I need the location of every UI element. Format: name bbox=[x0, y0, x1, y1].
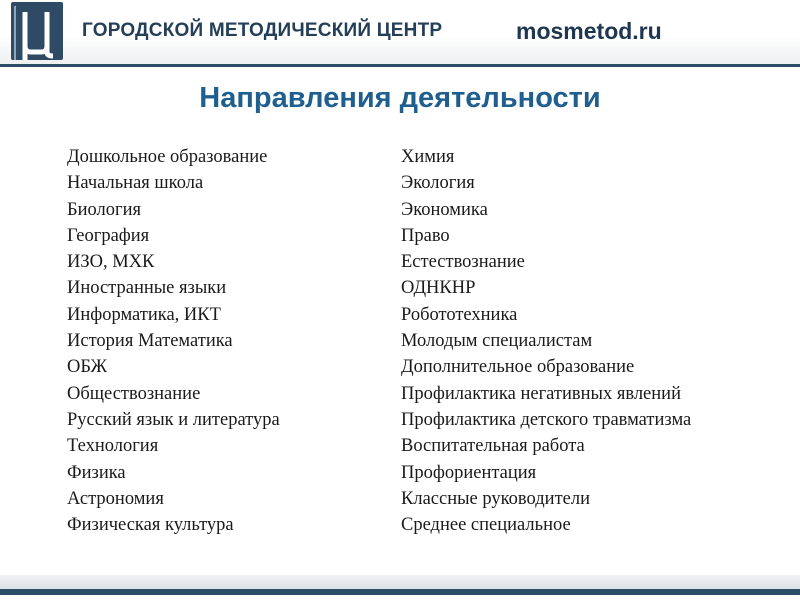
list-item: Профилактика детского травматизма bbox=[401, 409, 692, 430]
list-item: География bbox=[67, 225, 150, 246]
list-item: Право bbox=[401, 225, 450, 246]
list-item: Биология bbox=[67, 199, 142, 220]
list-item: Иностранные языки bbox=[67, 278, 227, 299]
footer-band bbox=[0, 575, 800, 589]
list-item: Экономика bbox=[401, 199, 488, 220]
list-item: Физическая культура bbox=[67, 515, 234, 536]
list-item: Среднее специальное bbox=[401, 515, 571, 536]
directions-list-left bbox=[67, 144, 280, 538]
header-divider bbox=[0, 64, 800, 67]
list-item: ОБЖ bbox=[67, 357, 108, 378]
list-item: История Математика bbox=[67, 331, 233, 352]
list-item: Классные руководители bbox=[401, 488, 590, 509]
list-item: ИЗО, МХК bbox=[67, 252, 155, 273]
list-item: Профилактика негативных явлений bbox=[401, 383, 681, 404]
list-item: Экология bbox=[401, 173, 475, 194]
list-item: Обществознание bbox=[67, 383, 201, 404]
list-item: Начальная школа bbox=[67, 173, 204, 194]
list-item: Дополнительное образование bbox=[401, 357, 635, 378]
logo[interactable] bbox=[11, 2, 63, 60]
list-item: Астрономия bbox=[67, 488, 164, 509]
list-item: Робототехника bbox=[401, 304, 518, 325]
footer-divider bbox=[0, 589, 800, 595]
list-item: Русский язык и литература bbox=[67, 409, 280, 430]
page-title: Направления деятельности bbox=[199, 82, 601, 114]
list-item: Естествознание bbox=[401, 252, 525, 273]
site-url-link[interactable]: mosmetod.ru bbox=[516, 18, 662, 44]
org-name: ГОРОДСКОЙ МЕТОДИЧЕСКИЙ ЦЕНТР bbox=[82, 20, 443, 41]
list-item: Дошкольное образование bbox=[67, 147, 268, 167]
list-item: Воспитательная работа bbox=[401, 436, 585, 457]
list-item: Технология bbox=[67, 436, 159, 457]
list-item: Молодым специалистам bbox=[401, 331, 593, 352]
list-item: Физика bbox=[67, 462, 126, 483]
list-item: Химия bbox=[401, 147, 455, 167]
mu-letter-icon bbox=[11, 2, 63, 60]
list-item: ОДНКНР bbox=[401, 278, 476, 299]
list-item: Профориентация bbox=[401, 462, 537, 483]
header bbox=[0, 0, 800, 64]
list-item: Информатика, ИКТ bbox=[67, 304, 221, 325]
directions-list-right bbox=[401, 144, 691, 538]
